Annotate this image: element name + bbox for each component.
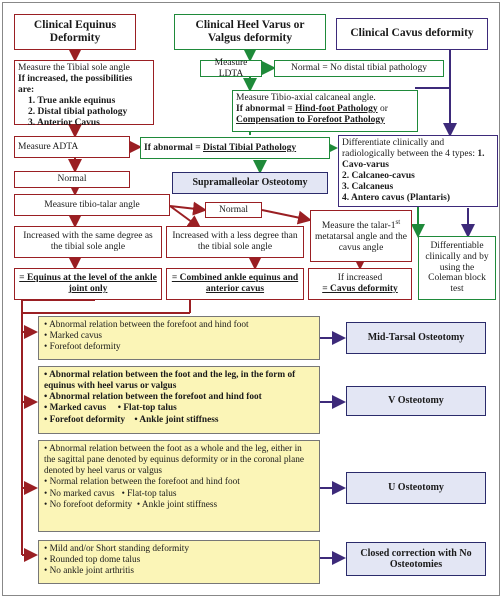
normal-1-text: Normal: [57, 174, 87, 185]
if-increased-box: [308, 268, 412, 300]
if-abnormal-box: [140, 137, 330, 159]
talar-metatarsal-box: [310, 210, 412, 262]
coleman-box: [418, 236, 496, 300]
tibial-sole-item-1: 1. True ankle equinus: [28, 95, 116, 106]
combined-box: [166, 268, 304, 300]
differentiate-item-4: 4. Antero cavus (Plantaris): [342, 192, 451, 203]
tibial-sole-line2: If increased, the possibilities are:: [18, 73, 133, 95]
group-1-criteria: [38, 316, 320, 360]
group-3-result-text: U Osteotomy: [388, 482, 444, 494]
group-3-row-3: • No marked cavus • Flat-top talus: [44, 488, 177, 499]
ldta-box: [200, 57, 262, 79]
coleman-text: Differentiable clinically and by using the Coleman block test: [425, 240, 489, 295]
tibio-axial-comp: Compensation to Forefoot Pathology: [236, 114, 385, 125]
differentiate-box: [338, 135, 498, 207]
tibial-sole-item-2: 2. Distal tibial pathology: [28, 106, 128, 117]
tibio-axial-prefix: If abnormal =: [236, 103, 295, 114]
if-abnormal-value: Distal Tibial Pathology: [203, 142, 297, 153]
combined-text: = Combined ankle equinus and anterior cavus: [171, 273, 299, 294]
differentiate-item-3: 3. Calcaneus: [342, 181, 394, 192]
header-cavus: [336, 18, 488, 50]
normal-box-2: [205, 202, 262, 218]
group-4-row-3: • No ankle joint arthritis: [44, 566, 135, 577]
adta-text: Measure ADTA: [18, 141, 79, 152]
group-4-row-2: • Rounded top dome talus: [44, 555, 141, 566]
group-2-criteria: [38, 366, 320, 434]
ldta-text: Measure LDTA: [214, 57, 248, 79]
less-degree-box: [166, 226, 304, 258]
tibial-sole-line1: Measure the Tibial sole angle: [18, 63, 130, 73]
differentiate-line: Differentiate clinically and radiologically between the 4 types:: [342, 138, 475, 159]
header-cavus-text: Clinical Cavus deformity: [350, 27, 474, 40]
group-1-row-2: • Marked cavus: [44, 331, 102, 342]
if-increased-line2: = Cavus deformity: [322, 284, 398, 294]
group-1-result: [346, 322, 486, 354]
group-4-criteria: [38, 540, 320, 584]
tibio-talar-text: Measure tibio-talar angle: [44, 199, 140, 210]
if-increased-line1: If increased: [337, 273, 383, 284]
same-degree-text: Increased with the same degree as the tibial sole angle: [23, 231, 153, 252]
normal-box-1: [14, 171, 130, 188]
group-2-result-text: V Osteotomy: [388, 395, 444, 407]
group-4-result-text: Closed correction with No Osteotomies: [360, 547, 472, 570]
adta-box: [14, 136, 130, 158]
group-2-row-2: • Abnormal relation between the forefoot and hind foot: [44, 392, 262, 403]
tibio-axial-or: or: [377, 103, 388, 114]
group-1-result-text: Mid-Tarsal Osteotomy: [367, 332, 465, 344]
group-4-row-1: • Mild and/or Short standing deformity: [44, 544, 190, 554]
group-3-result: [346, 472, 486, 504]
group-2-result: [346, 386, 486, 416]
differentiate-item-2: 2. Calcaneo-cavus: [342, 170, 415, 181]
normal-distal-text: Normal = No distal tibial pathology: [291, 63, 427, 74]
tibio-axial-hind: Hind-foot Pathology: [295, 103, 378, 114]
talar-metatarsal-text: Measure the talar-1st metatarsal angle and the cavus angle: [314, 218, 408, 254]
same-degree-box: [14, 226, 162, 258]
group-2-row-3: • Marked cavus • Flat-top talus: [44, 403, 177, 414]
if-abnormal-prefix: If abnormal =: [144, 142, 201, 153]
tibio-axial-line1: Measure Tibio-axial calcaneal angle.: [236, 93, 376, 103]
group-3-row-4: • No forefoot deformity • Ankle joint stiffness: [44, 499, 218, 510]
header-heel-text: Clinical Heel Varus or Valgus deformity: [195, 18, 305, 44]
tibio-talar-box: [14, 194, 170, 216]
equinus-ankle-box: [14, 268, 162, 300]
differentiate-item-1: 1. Cavo-varus: [342, 148, 485, 170]
normal-2-text: Normal: [218, 204, 249, 215]
header-equinus-text: Clinical Equinus Deformity: [33, 18, 117, 44]
normal-distal-box: [274, 60, 444, 77]
group-3-criteria: [38, 440, 320, 532]
group-3-row-1: • Abnormal relation between the foot as a whole and the leg, either in the sagittal pane denoted by equinus deformity or in the coronal plane denoted by heel varus or valgus: [44, 444, 304, 477]
group-4-result: [346, 542, 486, 576]
group-2-row-1: • Abnormal relation between the foot and the leg, in the form of equinus with heel varus or valgus: [44, 370, 296, 392]
group-1-row-3: • Forefoot deformity: [44, 342, 121, 353]
less-degree-text: Increased with a less degree than the tibial sole angle: [172, 231, 298, 252]
tibial-sole-box: [14, 60, 154, 128]
header-equinus: [14, 14, 136, 50]
group-1-row-1: • Abnormal relation between the forefoot and hind foot: [44, 320, 249, 330]
header-heel: [174, 14, 326, 50]
tibio-axial-box: [232, 90, 418, 132]
tibial-sole-item-3: 3. Anterior Cavus: [28, 117, 100, 128]
group-3-row-2: • Normal relation between the forefoot and hind foot: [44, 477, 240, 488]
supramalleolar-box: [172, 172, 328, 194]
supramalleolar-text: Supramalleolar Osteotomy: [192, 177, 308, 189]
group-2-row-4: • Forefoot deformity • Ankle joint stiffness: [44, 414, 219, 425]
equinus-ankle-text: = Equinus at the level of the ankle joint only: [19, 273, 157, 294]
